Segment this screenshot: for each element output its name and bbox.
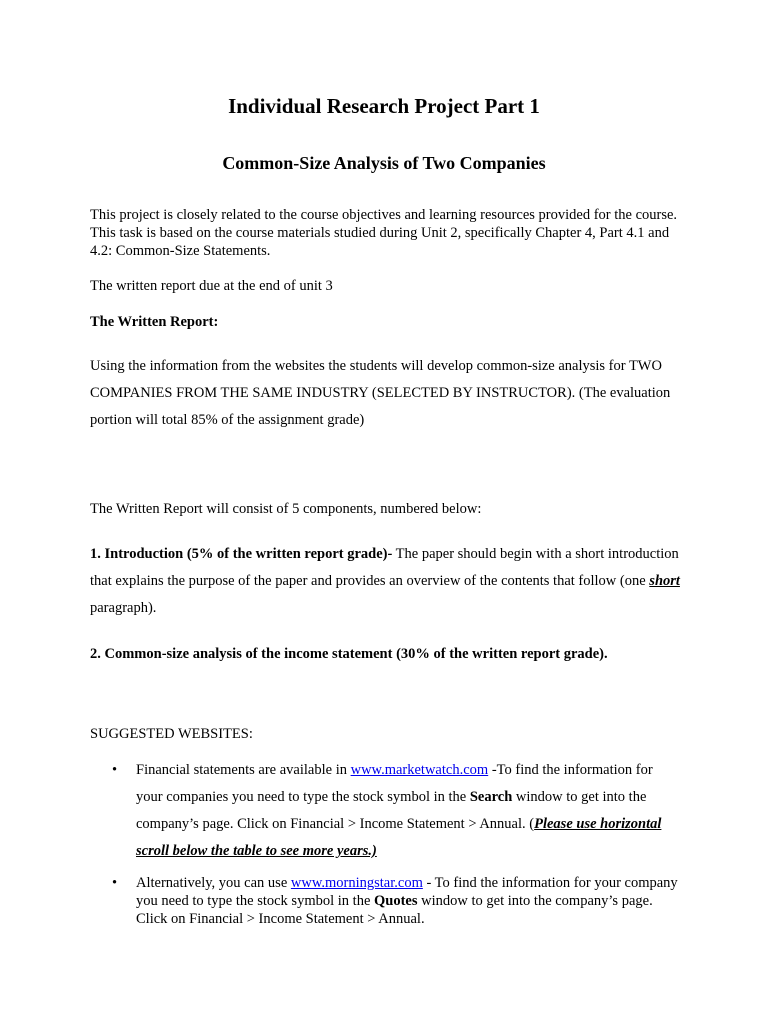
component-item-income-statement: 2. Common-size analysis of the income statement (30% of the written report grade). [90, 646, 608, 662]
bullet-icon: • [112, 762, 118, 778]
search-keyword: Search [469, 789, 513, 805]
scroll-note-emphasis: Please use horizontal scroll below the table to see more years.) [136, 816, 662, 859]
list-item-text: Alternatively, you can use [136, 875, 291, 891]
component-item-introduction [90, 541, 680, 622]
info-paragraph: Using the information from the websites the students will develop common-size analysis for TWO COMPANIES FROM THE SAME INDUSTRY (SELECTED BY INSTRUCTOR). (The evaluation portion will total 85% of the assignment grade) [90, 358, 671, 428]
document-title: Individual Research Project Part 1 [228, 94, 540, 118]
component-item-text: The paper should begin with a short introduction that explains the purpose of the paper and provides an overview of the contents that follow (one [90, 546, 679, 589]
list-item-text-middle: -To find the information for your companies you need to type the stock symbol in the [136, 762, 653, 805]
component-item-label: 1. Introduction (5% of the written report grade)- [90, 546, 393, 562]
written-report-heading: The Written Report: [90, 314, 219, 330]
component-item-text-end: paragraph). [90, 600, 157, 616]
document-subtitle: Common-Size Analysis of Two Companies [222, 153, 546, 173]
quotes-keyword: Quotes [374, 893, 418, 909]
list-item-text-middle: - To find the information for your company you need to type the stock symbol in the [136, 875, 678, 909]
list-item [90, 874, 680, 928]
due-date-text: The written report due at the end of unit 3 [90, 278, 333, 294]
components-text: The Written Report will consist of 5 components, numbered below: [90, 501, 482, 517]
websites-list [90, 757, 680, 928]
list-item-text: Financial statements are available in [136, 762, 351, 778]
intro-paragraph: This project is closely related to the course objectives and learning resources provided for the course. This task is based on the course materials studied during Unit 2, specifically Chapter 4, Part 4.1 and 4.2: Common-Size Statements. [90, 207, 678, 259]
morningstar-link[interactable]: www.morningstar.com [290, 875, 423, 891]
list-item-text-after: window to get into the company’s page. Click on Financial > Income Statement > Annual. ( [136, 789, 647, 832]
list-item [90, 757, 680, 865]
short-emphasis: short [649, 573, 680, 589]
bullet-icon: • [112, 875, 118, 891]
suggested-websites-heading: SUGGESTED WEBSITES: [90, 726, 253, 742]
marketwatch-link[interactable]: www.marketwatch.com [350, 762, 489, 778]
list-item-text-after: window to get into the company’s page. Click on Financial > Income Statement > Annual. [136, 893, 653, 927]
